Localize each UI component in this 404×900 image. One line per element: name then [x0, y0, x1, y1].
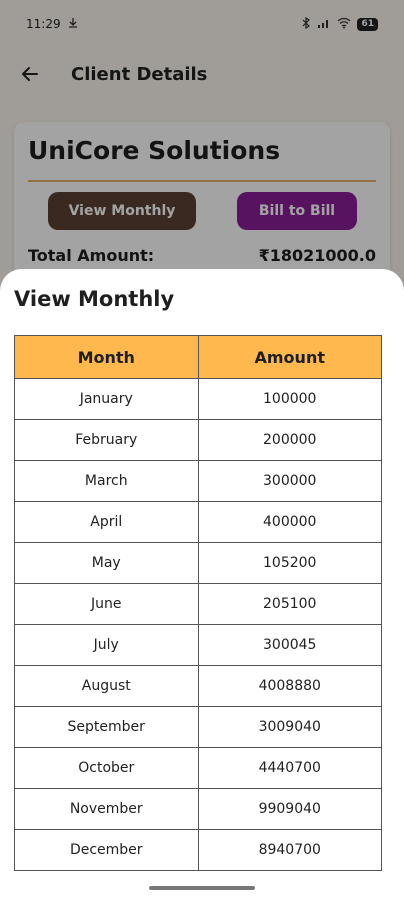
- month-cell: December: [15, 830, 199, 871]
- amount-cell: 4008880: [198, 666, 382, 707]
- month-cell: May: [15, 543, 199, 584]
- amount-cell: 3009040: [198, 707, 382, 748]
- column-header-month: Month: [15, 336, 199, 379]
- month-cell: February: [15, 420, 199, 461]
- amount-cell: 300045: [198, 625, 382, 666]
- table-row: [15, 789, 382, 830]
- month-cell: August: [15, 666, 199, 707]
- table-row: [15, 666, 382, 707]
- amount-cell: 300000: [198, 461, 382, 502]
- home-indicator[interactable]: [149, 886, 255, 890]
- amount-cell: 105200: [198, 543, 382, 584]
- table-row: [15, 748, 382, 789]
- column-header-amount: Amount: [198, 336, 382, 379]
- sheet-title: View Monthly: [14, 287, 175, 311]
- amount-cell: 9909040: [198, 789, 382, 830]
- table-row: [15, 707, 382, 748]
- total-amount-value: ₹18021000.0: [258, 246, 376, 265]
- amount-cell: 205100: [198, 584, 382, 625]
- table-row: [15, 584, 382, 625]
- amount-cell: 100000: [198, 379, 382, 420]
- month-cell: July: [15, 625, 199, 666]
- month-cell: November: [15, 789, 199, 830]
- bill-to-bill-button[interactable]: Bill to Bill: [237, 192, 357, 230]
- total-amount-label: Total Amount:: [28, 246, 155, 265]
- amount-cell: 4440700: [198, 748, 382, 789]
- view-monthly-button[interactable]: View Monthly: [48, 192, 196, 230]
- table-header-row: [15, 336, 382, 379]
- page-title: Client Details: [71, 64, 208, 85]
- table-row: [15, 625, 382, 666]
- month-cell: September: [15, 707, 199, 748]
- table-row: [15, 379, 382, 420]
- company-name: UniCore Solutions: [28, 136, 281, 165]
- month-cell: March: [15, 461, 199, 502]
- month-cell: October: [15, 748, 199, 789]
- amount-cell: 400000: [198, 502, 382, 543]
- month-cell: April: [15, 502, 199, 543]
- table-row: [15, 461, 382, 502]
- month-cell: January: [15, 379, 199, 420]
- monthly-table: [14, 335, 382, 871]
- table-row: [15, 420, 382, 461]
- status-time: 11:29: [26, 17, 61, 31]
- amount-cell: 8940700: [198, 830, 382, 871]
- amount-cell: 200000: [198, 420, 382, 461]
- table-row: [15, 543, 382, 584]
- table-row: [15, 502, 382, 543]
- month-cell: June: [15, 584, 199, 625]
- bottom-sheet: [0, 269, 404, 900]
- battery-icon: 61: [357, 18, 378, 31]
- table-row: [15, 830, 382, 871]
